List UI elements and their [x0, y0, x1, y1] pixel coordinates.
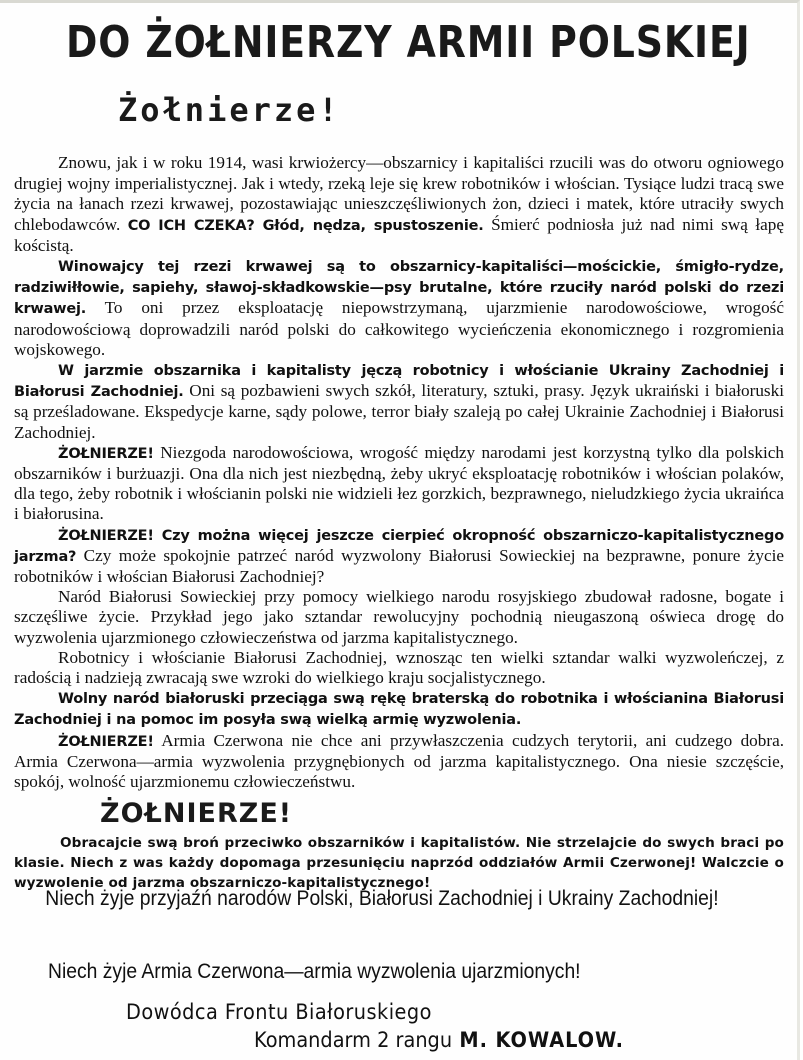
paragraph-text: Niezgoda narodowościowa, wrogość między narodami jest korzystną tylko dla polskich obszarników i burżuazji. Ona dla nich jest niezbędną, żeby ukryć eksploatację robotników i włościan polaków, dla tego, żeby robotnik i włościanin polski nie widzieli łez gorzkich, bezprawnego, nieludzkiego życia ukraińca i białorusina. — [14, 442, 784, 524]
paragraph-text: Oni są pozbawieni swych szkół, literatury, sztuki, prasy. Język ukraiński i białoruski są prześladowane. Ekspedycje karne, sądy polowe, terror biały szaleją po całej Ukrainie Zachodniej i Białorusi Zachodniej. — [14, 381, 784, 442]
signature-title: Dowódca Frontu Białoruskiego — [126, 1000, 432, 1024]
paragraph-9 — [14, 731, 784, 793]
bold-lead: Winowajcy tej rzezi krwawej są to obszarnicy-kapitaliści—mościckie, śmigło-rydze, radziwiłłowie, sapiehy, sławoj-składkowskie—psy brutalne, które rzuciły naród polski do rzezi krwawej. — [14, 259, 784, 318]
slogan-red-army: Niech żyje Armia Czerwona—armia wyzwolenia ujarzmionych! — [48, 960, 581, 983]
signature-name: M. KOWALOW. — [459, 1028, 624, 1052]
appeal-block — [14, 833, 784, 893]
paragraph-8 — [14, 688, 784, 730]
bold-lead: ŻOŁNIERZE! — [58, 733, 154, 750]
appeal-text: Obracajcie swą broń przeciwko obszarników i kapitalistów. Nie strzelajcie do swych braci po klasie. Niech z was każdy dopomaga przesunięciu naprzód oddziałów Armii Czerwonej! Walczcie o wyzwolenie od jarzma obszarniczo-kapitalistycznego! — [14, 835, 784, 891]
paragraph-text: Czy może spokojnie patrzeć naród wyzwolony Białorusi Sowieckiej na bezprawne, ponure życie robotników i włościan Białorusi Zachodniej? — [14, 545, 784, 587]
paragraph-1 — [14, 153, 784, 256]
paragraph-text: Naród Białorusi Sowieckiej przy pomocy wielkiego narodu rosyjskiego zbudował radosne, bogate i szczęśliwe życie. Przykład jego jako sztandar rewolucyjny pochodnią nieugaszoną oświeca drogę do wyzwolenia ujarzmionego człowieczeństwa od jarzma kapitalistycznego. — [14, 587, 784, 647]
paragraph-5 — [14, 525, 784, 588]
bold-tail: CO ICH CZEKA? Głód, nędza, spustoszenie. — [127, 217, 484, 234]
paragraph-6 — [14, 587, 784, 648]
slogan-friendship: Niech żyje przyjaźń narodów Polski, Białorusi Zachodniej i Ukrainy Zachodniej! — [45, 887, 719, 910]
paragraph-text: Znowu, jak i w roku 1914, wasi krwiożercy—obszarnicy i kapitaliści rzucili was do otworu ogniowego drugiej wojny imperialistycznej. Jak i wtedy, rzeką leje się krew robotników i włościan. Tysiące ludzi tracą swe życia na łanach rzezi krwawej, pozostawiając unieszczęśliwionych żon, dzieci i matek, które utraciły swych chlebodawców. — [14, 153, 784, 234]
paragraph-2 — [14, 256, 784, 360]
leaflet-body — [14, 153, 784, 792]
signature-line — [254, 1028, 624, 1052]
bold-lead: ŻOŁNIERZE! Czy można więcej jeszcze cierpieć okropność obszarniczo-kapitalistycznego jarzma? — [14, 527, 784, 565]
paragraph-7 — [14, 648, 784, 688]
page-title: DO ŻOŁNIERZY ARMII POLSKIEJ — [66, 17, 751, 68]
paragraph-text: To oni przez eksploatację niepowstrzymaną, ujarzmienie narodowościowe, wrogość narodowościową doprowadzili naród polski do całkowitego wycieńczenia ekonomicznego i rozgromienia wojskowego. — [14, 298, 784, 359]
paragraph-text: Armia Czerwona nie chce ani przywłaszczenia cudzych terytorii, ani cudzego dobra. Armia Czerwona—armia wyzwolenia przygnębionych od jarzma kapitalistycznego. Ona niesie szczęście, spokój, wolność ujarzmionemu człowieczeństwu. — [14, 730, 784, 792]
bold-lead: Wolny naród białoruski przeciąga swą rękę braterską do robotnika i włościanina Białorusi Zachodniej i na pomoc im posyła swą wielką armię wyzwolenia. — [14, 691, 784, 729]
paragraph-4 — [14, 443, 784, 525]
salutation: Żołnierze! — [118, 91, 341, 129]
signature-rank: Komandarm 2 rangu — [254, 1028, 453, 1052]
paragraph-3 — [14, 360, 784, 443]
subheading: ŻOŁNIERZE! — [100, 798, 293, 829]
bold-lead: ŻOŁNIERZE! — [58, 445, 154, 462]
paragraph-text: Robotnicy i włościanie Białorusi Zachodniej, wznosząc ten wielki sztandar walki wyzwoleńczej, z radością i nadzieją zwracają swe wzroki do wielkiego kraju socjalistycznego. — [14, 647, 784, 688]
bold-lead: W jarzmie obszarnika i kapitalisty jęczą robotnicy i włościanie Ukrainy Zachodniej i Białorusi Zachodniej. — [14, 363, 784, 401]
paragraph-text-after: Śmierć podniosła już nad nimi swą łapę kościstą. — [14, 214, 784, 255]
